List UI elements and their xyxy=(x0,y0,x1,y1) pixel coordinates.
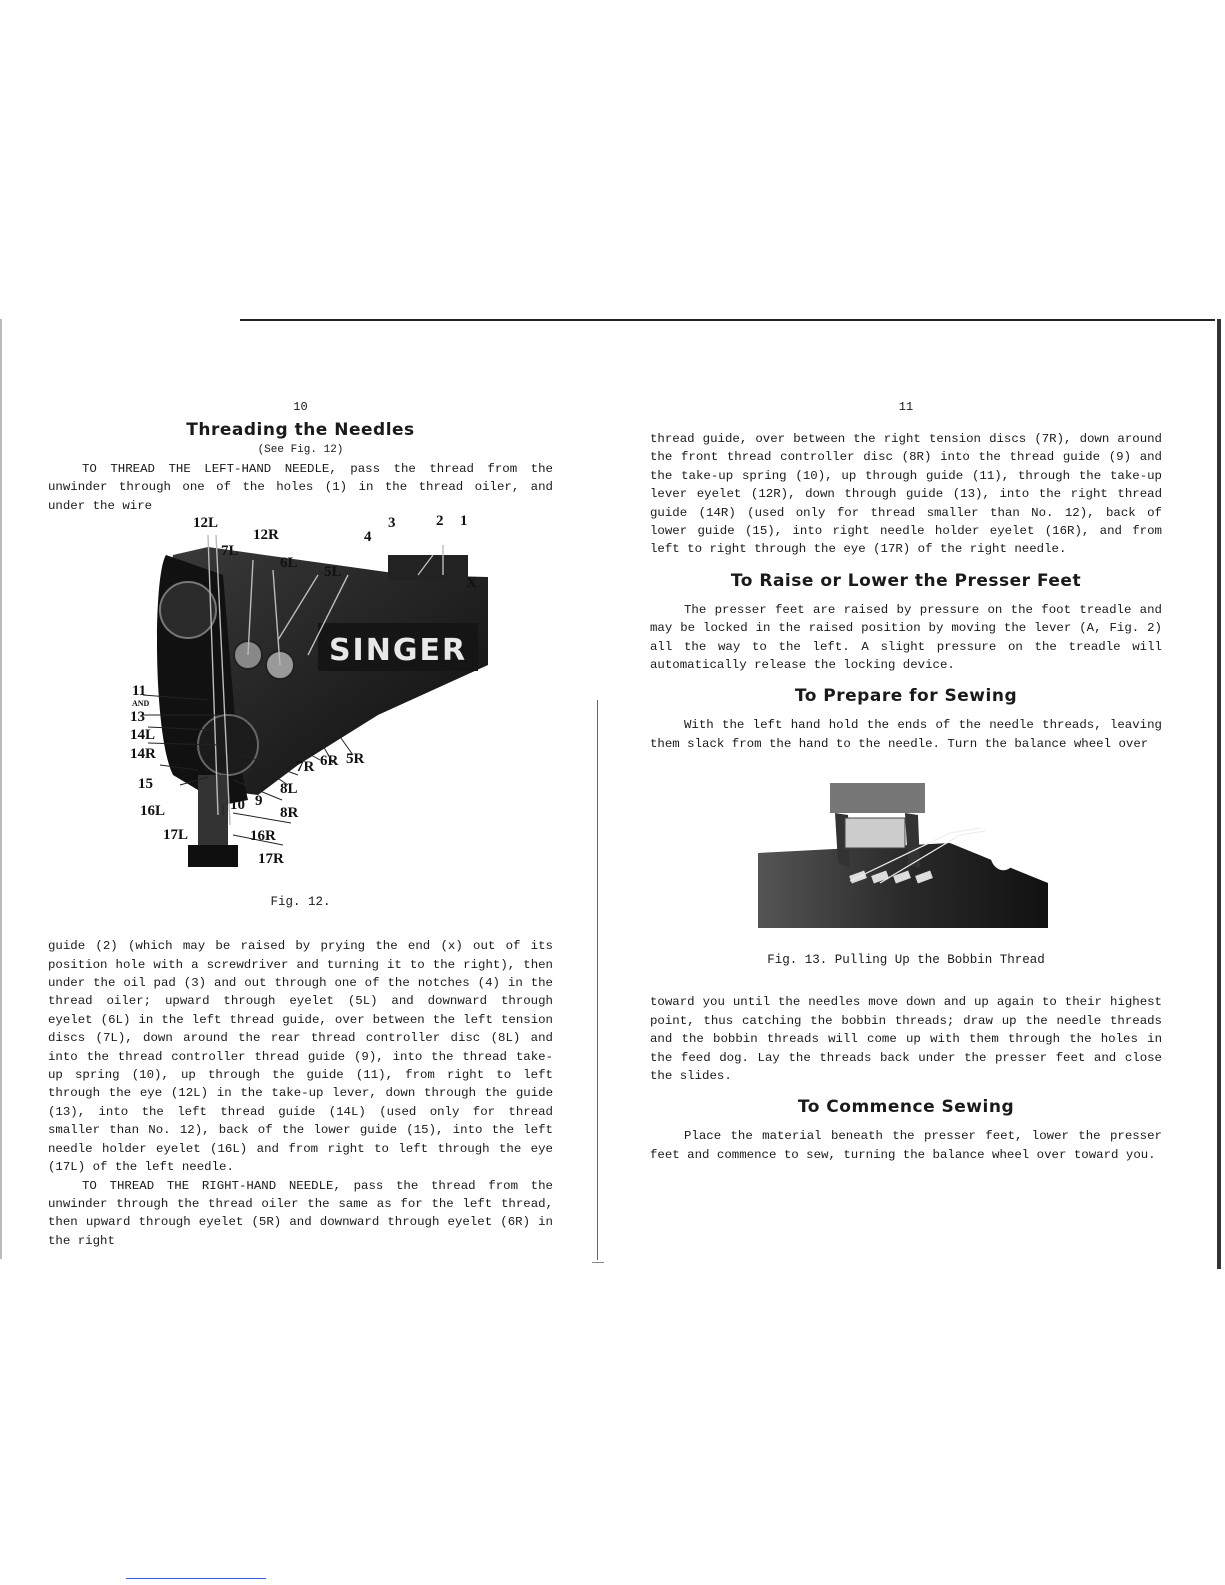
brand-logo: SINGER xyxy=(328,633,468,669)
callout-15: 15 xyxy=(138,776,153,793)
callout-12l: 12L xyxy=(193,515,219,532)
callout-12r: 12R xyxy=(253,527,279,544)
paragraph-prepare-sewing: With the left hand hold the ends of the needle threads, leaving them slack from the hand to the needle. Turn the balance wheel over xyxy=(650,718,1162,751)
callout-14r: 14R xyxy=(130,746,156,763)
fig12-caption: Fig. 12. xyxy=(270,895,331,910)
right-paragraph-continued: thread guide, over between the right tension discs (7R), down around the front thread controller disc (8R) into the thread guide (9) and the take-up spring (10), up through guide (11), through the take-up lever eyelet (12R), down through guide (13), into the right thread guide (14R) (used only for thread smaller than No. 12), back of lower guide (15), into right needle holder eyelet (16R), and from left to right through the eye (17R) of the right needle. xyxy=(650,432,1162,557)
bottom-underline xyxy=(126,1578,266,1579)
paragraph-prepare-sewing-2: toward you until the needles move down and up again to their highest point, thus catching the bobbin threads; draw up the needle threads and the bobbin threads will come up with them through the holes in the feed dog. Lay the threads back under the presser feet and close the slides. xyxy=(650,995,1162,1083)
callout-1: 1 xyxy=(460,515,468,530)
bobbin-thread-photo xyxy=(650,773,1162,953)
figure-13 xyxy=(650,773,1162,953)
figure-12 xyxy=(48,515,553,895)
heading-presser-feet: To Raise or Lower the Presser Feet xyxy=(730,570,1082,591)
heading-prepare-sewing: To Prepare for Sewing xyxy=(794,686,1018,707)
presser-bar xyxy=(830,783,925,813)
right-page-edge xyxy=(1217,319,1221,1269)
callout-13: 13 xyxy=(130,709,145,726)
callout-7l: 7L xyxy=(221,543,239,560)
callout-5r: 5R xyxy=(346,751,365,768)
callout-16r: 16R xyxy=(250,828,276,845)
needle-clamp xyxy=(845,818,905,848)
heading-threading: Threading the Needles xyxy=(186,420,415,440)
intro-paragraph: TO THREAD THE LEFT-HAND NEEDLE, pass the thread from the unwinder through one of the holes (1) in the thread oiler, and under the wire xyxy=(48,462,553,513)
callout-16l: 16L xyxy=(140,803,166,820)
callout-6r: 6R xyxy=(320,753,339,770)
left-paragraph-1: guide (2) (which may be raised by prying the end (x) out of its position hole with a screwdriver and turning it to the right), then under the oil pad (3) and out through one of the notches (4) in the thread oiler; upward through eyelet (5L) and downward through eyelet (6L) in the left thread guide, over between the left tension discs (7L), down around the rear thread controller disc (8L) and into the thread controller thread guide (9), into the thread take-up spring (10), up through the guide (11), from right to left through the eye (12L) in the take-up lever, down through the guide (13), into the left thread guide (14L) (used only for thread smaller than No. 12), back of the lower guide (15), into the left needle holder eyelet (16L) and from right to left through the eye (17L) of the left needle. xyxy=(48,939,553,1175)
callout-11: 11 xyxy=(132,683,147,700)
paragraph-presser-feet: The presser feet are raised by pressure on the foot treadle and may be locked in the raised position by moving the lever (A, Fig. 2) all the way to the left. A slight pressure on the treadle will automatically release the locking device. xyxy=(650,602,1162,673)
page-gutter xyxy=(597,700,598,1260)
callout-3: 3 xyxy=(388,515,396,532)
left-page xyxy=(48,400,553,1250)
callout-x: X xyxy=(466,575,477,592)
callout-and: AND xyxy=(132,699,150,709)
subheading-see-fig: (See Fig. 12) xyxy=(257,444,344,456)
left-page-edge xyxy=(0,319,2,1259)
callout-6l: 6L xyxy=(280,555,298,572)
callout-9: 9 xyxy=(255,793,263,810)
sewing-machine-illustration xyxy=(48,515,553,895)
heading-commence-sewing: To Commence Sewing xyxy=(797,1097,1015,1118)
callout-8r: 8R xyxy=(280,805,299,822)
page-number-right: 11 xyxy=(898,400,914,414)
callout-8l: 8L xyxy=(280,781,298,798)
callout-4: 4 xyxy=(364,529,372,546)
left-paragraph-2: TO THREAD THE RIGHT-HAND NEEDLE, pass the thread from the unwinder through the thread oiler the same as for the left thread, then upward through eyelet (5R) and downward through eyelet (6R) in the right xyxy=(48,1178,553,1248)
presser-foot xyxy=(188,845,238,867)
page-number-left: 10 xyxy=(293,400,308,414)
callout-2: 2 xyxy=(436,515,444,530)
handwheel-disc xyxy=(160,582,216,638)
callout-10: 10 xyxy=(230,797,245,814)
gutter-mark xyxy=(592,1262,604,1263)
callout-17r: 17R xyxy=(258,851,284,868)
callout-5l: 5L xyxy=(324,564,342,581)
fig13-caption: Fig. 13. Pulling Up the Bobbin Thread xyxy=(767,953,1045,968)
top-rule xyxy=(240,319,1215,321)
callout-7r: 7R xyxy=(296,759,315,776)
callout-17l: 17L xyxy=(163,827,189,844)
paragraph-commence-sewing: Place the material beneath the presser feet, lower the presser feet and commence to sew, turning the balance wheel over toward you. xyxy=(650,1129,1162,1162)
thread-oiler xyxy=(388,555,468,580)
callout-14l: 14L xyxy=(130,727,156,744)
right-page xyxy=(650,400,1162,1164)
